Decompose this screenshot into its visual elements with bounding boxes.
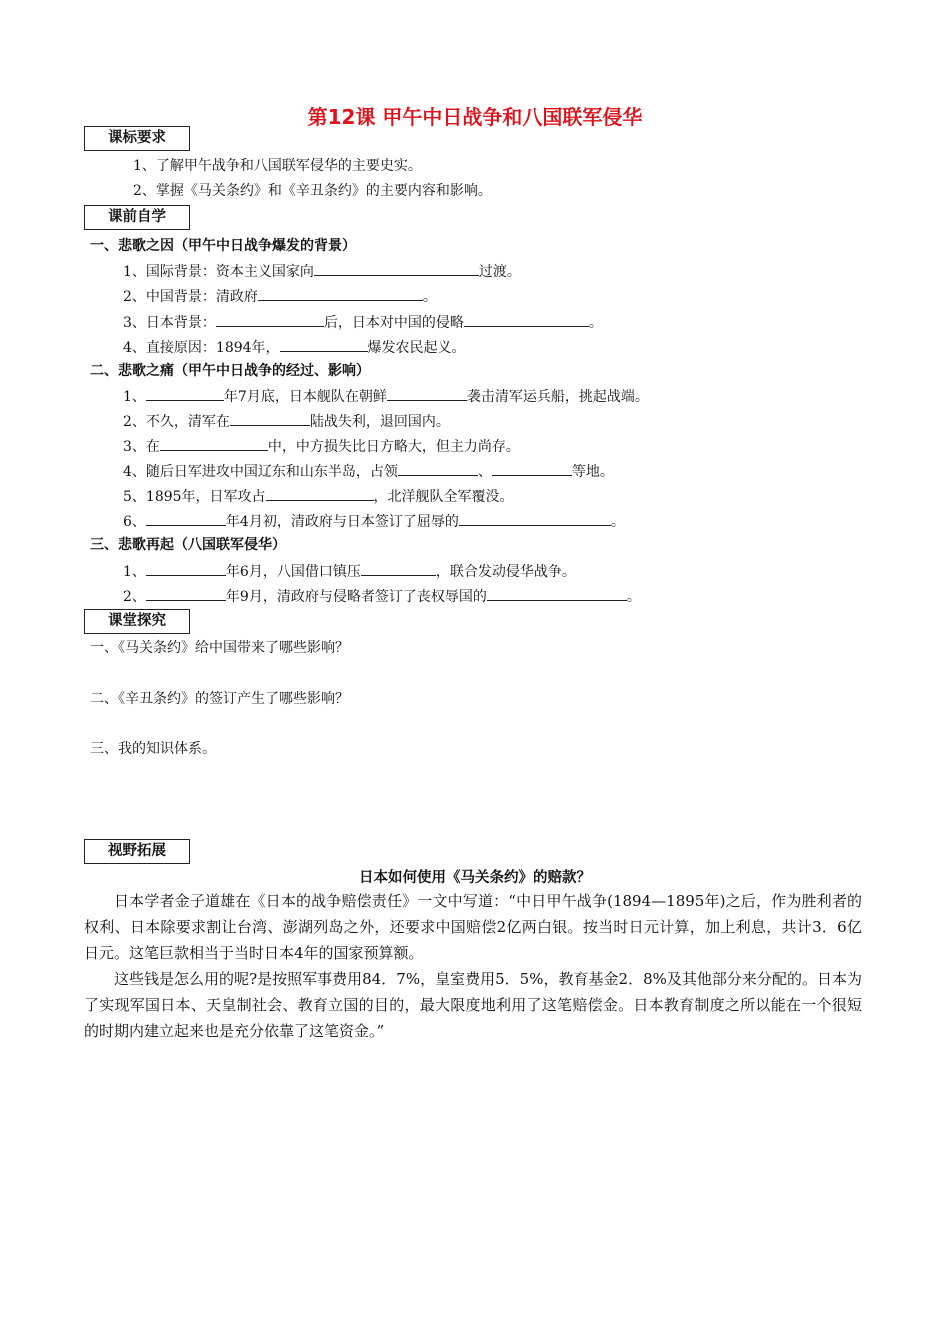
part1-question-4: 4、直接原因：1894年， 爆发农民起义。 xyxy=(123,337,466,358)
explore-question-3: 三、我的知识体系。 xyxy=(90,741,216,757)
part2-heading: 二、悲歌之痛（甲午中日战争的经过、影响） xyxy=(90,363,370,379)
standards-item-2: 2、掌握《马关条约》和《辛丑条约》的主要内容和影响。 xyxy=(133,183,492,199)
section-label-extend: 视野拓展 xyxy=(84,839,190,864)
page-title: 第12课 甲午中日战争和八国联军侵华 xyxy=(307,105,643,129)
fill-blank[interactable] xyxy=(487,586,627,601)
part1-question-1: 1、国际背景：资本主义国家向 过渡。 xyxy=(123,261,521,282)
fill-blank[interactable] xyxy=(258,286,423,301)
part2-question-6: 6、 年4月初，清政府与日本签订了屈辱的 。 xyxy=(123,511,625,532)
fill-blank[interactable] xyxy=(459,511,611,526)
part2-question-2: 2、不久，清军在 陆战失利，退回国内。 xyxy=(123,411,450,432)
part2-question-1: 1、 年7月底，日本舰队在朝鲜 袭击清军运兵船，挑起战端。 xyxy=(123,386,649,407)
fill-blank[interactable] xyxy=(266,486,374,501)
fill-blank[interactable] xyxy=(230,411,310,426)
section-label-preview: 课前自学 xyxy=(84,205,190,230)
fill-blank[interactable] xyxy=(492,461,572,476)
fill-blank[interactable] xyxy=(146,586,226,601)
part3-question-2: 2、 年9月，清政府与侵略者签订了丧权辱国的 。 xyxy=(123,586,641,607)
fill-blank[interactable] xyxy=(398,461,478,476)
reading-body xyxy=(84,888,862,1044)
explore-question-1: 一、《马关条约》给中国带来了哪些影响？ xyxy=(90,640,349,656)
explore-question-2: 二、《辛丑条约》的签订产生了哪些影响？ xyxy=(90,691,349,707)
part2-question-4: 4、随后日军进攻中国辽东和山东半岛，占领 、 等地。 xyxy=(123,461,614,482)
part3-question-1: 1、 年6月，八国借口镇压 ，联合发动侵华战争。 xyxy=(123,561,576,582)
part2-question-3: 3、在 中，中方损失比日方略大，但主力尚存。 xyxy=(123,436,520,457)
fill-blank[interactable] xyxy=(361,561,436,576)
fill-blank[interactable] xyxy=(314,261,479,276)
fill-blank[interactable] xyxy=(464,312,589,327)
standards-item-1: 1、了解甲午战争和八国联军侵华的主要史实。 xyxy=(133,158,422,174)
part1-heading: 一、悲歌之因（甲午中日战争爆发的背景） xyxy=(90,238,356,254)
section-label-explore: 课堂探究 xyxy=(84,609,190,634)
part3-heading: 三、悲歌再起（八国联军侵华） xyxy=(90,537,286,553)
part1-question-2: 2、中国背景：清政府 。 xyxy=(123,286,437,307)
fill-blank[interactable] xyxy=(160,436,268,451)
fill-blank[interactable] xyxy=(146,561,226,576)
reading-paragraph-2: 这些钱是怎么用的呢?是按照军事费用84．7%，皇室费用5．5%，教育基金2．8%及其他部分来分配的。日本为了实现军国日本、天皇制社会、教育立国的目的，最大限度地利用了这笔赔偿金。日本教育制度之所以能在一个很短的时期内建立起来也是充分依靠了这笔资金。” xyxy=(84,970,862,1040)
reading-paragraph-1: 日本学者金子道雄在《日本的战争赔偿责任》一文中写道：“中日甲午战争(1894—1895年)之后，作为胜利者的权利、日本除要求割让台湾、澎湖列岛之外，还要求中国赔偿2亿两白银。按当时日元计算，加上利息，共计3．6亿日元。这笔巨款相当于当时日本4年的国家预算额。 xyxy=(84,892,862,962)
part1-question-3: 3、日本背景： 后，日本对中国的侵略 。 xyxy=(123,312,603,333)
part2-question-5: 5、1895年，日军攻占 ，北洋舰队全军覆没。 xyxy=(123,486,514,507)
fill-blank[interactable] xyxy=(146,386,224,401)
fill-blank[interactable] xyxy=(387,386,467,401)
fill-blank[interactable] xyxy=(216,312,324,327)
fill-blank[interactable] xyxy=(146,511,226,526)
section-label-standards: 课标要求 xyxy=(84,126,190,151)
fill-blank[interactable] xyxy=(280,337,368,352)
reading-title: 日本如何使用《马关条约》的赔款？ xyxy=(359,870,591,886)
